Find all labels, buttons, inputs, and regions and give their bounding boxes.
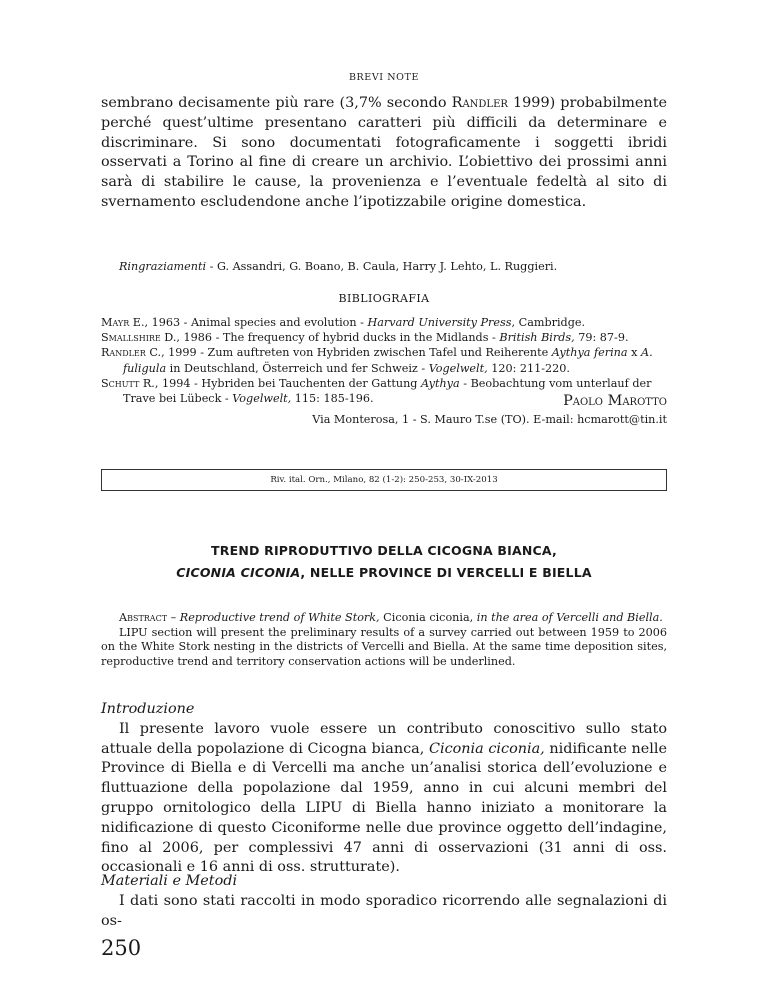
bib-publisher: Harvard University Press — [367, 316, 512, 329]
abstract — [101, 611, 667, 669]
paragraph-text: sembrano decisamente più rare (3,7% secondo — [101, 95, 452, 111]
bib-journal: Vogelwelt, — [428, 361, 488, 375]
abstract-area: in the area of Vercelli and Biella. — [473, 611, 663, 624]
citation-box: Riv. ital. Orn., Milano, 82 (1-2): 250-253, 30-IX-2013 — [101, 469, 667, 491]
author-block — [312, 393, 667, 426]
bib-author: Randler — [101, 346, 146, 360]
bib-text: C., 1999 - Zum auftreten von Hybriden zwischen Tafel und Reiherente — [145, 346, 552, 360]
title-rest: , NELLE PROVINCE DI VERCELLI E BIELLA — [300, 565, 592, 580]
bib-species: A. fuligula — [123, 346, 653, 375]
bib-author: Smallshire — [101, 331, 161, 345]
bib-text: , Cambridge. — [511, 316, 586, 329]
bib-species: Aythya ferina — [551, 346, 628, 360]
bib-text: D., 1986 - The frequency of hybrid ducks in the Midlands - — [160, 331, 500, 345]
bib-text: in Deutschland, Österreich und fer Schweiz - — [166, 361, 429, 375]
paragraph-text: 1999) probabilmente perché quest’ultime presentano caratteri più difficili da determinare e discriminare. Si sono documentati fotograficamente i soggetti ibridi osservati a Torino al fine di creare un archivio. L’obiettivo dei prossimi anni sarà di stabilire le cause, la provenienza e l’eventuale fedeltà al sito di svernamento escludendone anche l’ipotizzabile origine domestica. — [101, 95, 667, 210]
bib-text: 120: 211-220. — [487, 361, 570, 375]
introduction-species: Ciconia ciconia, — [428, 740, 545, 757]
bibliography-heading: BIBLIOGRAFIA — [338, 292, 430, 305]
continued-paragraph — [101, 94, 667, 213]
running-head: BREVI NOTE — [348, 72, 420, 83]
introduction-text: nidificante nelle Province di Biella e di Vercelli ma anche un’analisi storica dell’evoluzione e fluttuazione della popolazione dal 1959, anno in cui alcuni membri del gruppo ornitologico della LIPU di Biella hanno iniziato a monitorare la nidificazione di questo Ciconiforme nelle due province oggetto dell’indagine, fino al 2006, per complessivi 47 anni di osservazioni (31 anni di oss. occasionali e 16 anni di oss. strutturate). — [101, 740, 667, 876]
title-species: CICONIA CICONIA — [176, 565, 301, 580]
article-title — [0, 540, 768, 584]
abstract-species: Ciconia ciconia, — [379, 611, 474, 624]
bibliography-entry — [101, 315, 667, 330]
abstract-dash: – — [167, 611, 180, 624]
author-name: Paolo Marotto — [563, 393, 667, 409]
acknowledgements-label: Ringraziamenti — [119, 260, 207, 273]
methods-section — [101, 872, 667, 931]
bib-text: 79: 87-9. — [574, 331, 629, 345]
page-number: 250 — [101, 936, 142, 960]
introduction-text: Il presente lavoro vuole essere un contributo conoscitivo sullo stato attuale della popolazione di Cicogna bianca, — [101, 720, 667, 757]
cited-author: Randler — [451, 95, 508, 111]
title-line-2 — [0, 562, 768, 584]
author-address: Via Monterosa, 1 - S. Mauro T.se (TO). E-mail: hcmarott@tin.it — [312, 413, 667, 426]
abstract-title: Reproductive trend of White Stork, — [179, 611, 380, 624]
bib-text: - Beobachtung vom unterlauf der Trave bei Lübeck - — [123, 376, 652, 406]
bib-journal: Vogelwelt, — [232, 392, 292, 406]
title-line-1: TREND RIPRODUTTIVO DELLA CICOGNA BIANCA, — [211, 543, 557, 558]
bib-text: R., 1994 - Hybriden bei Tauchenten der Gattung — [139, 376, 422, 390]
bibliography-entry — [101, 330, 667, 345]
introduction-section — [101, 700, 667, 878]
abstract-text: LIPU section will present the preliminary results of a survey carried out between 1959 to 2006 on the White Stork nesting in the districts of Vercelli and Biella. At the same time deposition sites, reproductive trend and territory conservation actions will be underlined. — [101, 625, 667, 668]
methods-heading: Materiali e Metodi — [101, 873, 238, 889]
bib-text: 115: 185-196. — [291, 392, 374, 406]
bibliography-entry — [101, 345, 667, 375]
bib-species: Aythya — [421, 376, 460, 390]
methods-text: I dati sono stati raccolti in modo sporadico ricorrendo alle segnalazioni di os- — [101, 892, 667, 929]
acknowledgements-text: - G. Assandri, G. Boano, B. Caula, Harry J. Lehto, L. Ruggieri. — [206, 260, 558, 273]
introduction-heading: Introduzione — [101, 701, 195, 717]
bib-journal: British Birds, — [499, 331, 575, 345]
acknowledgements — [101, 260, 667, 275]
bib-text: x — [627, 346, 641, 360]
bib-text: E., 1963 - Animal species and evolution - — [129, 316, 368, 329]
abstract-label: Abstract — [119, 611, 168, 624]
bib-author: Mayr — [101, 316, 130, 329]
bib-author: Schutt — [101, 376, 140, 390]
